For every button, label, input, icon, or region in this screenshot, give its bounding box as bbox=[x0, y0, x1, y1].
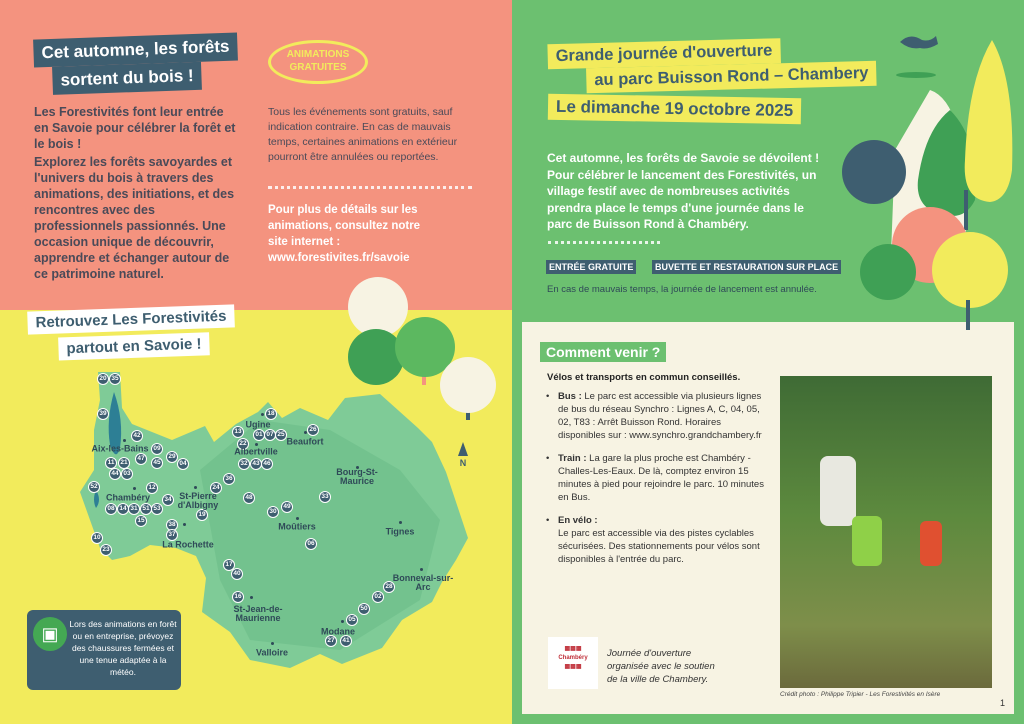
map-marker: 14 bbox=[117, 503, 129, 515]
bike-label: En vélo : bbox=[558, 515, 598, 526]
tip-box bbox=[27, 610, 181, 690]
map-marker: 26 bbox=[307, 424, 319, 436]
food-badge: BUVETTE ET RESTAURATION SUR PLACE bbox=[652, 260, 841, 274]
town-dot bbox=[296, 517, 299, 520]
free-entry-badge: ENTRÉE GRATUITE bbox=[546, 260, 636, 274]
map-marker: 37 bbox=[166, 529, 178, 541]
map-marker: 53 bbox=[151, 503, 163, 515]
map-marker: 39 bbox=[97, 408, 109, 420]
details-text: Pour plus de détails sur les animations, consultez notre site internet : bbox=[268, 204, 421, 248]
town-dot bbox=[255, 443, 258, 446]
map-marker: 21 bbox=[118, 457, 130, 469]
town-dot bbox=[183, 523, 186, 526]
map-marker: 47 bbox=[135, 453, 147, 465]
map-marker: 35 bbox=[109, 373, 121, 385]
town-dot bbox=[304, 431, 307, 434]
partner-text: Journée d'ouverture organisée avec le soutien de la ville de Chambery. bbox=[607, 648, 715, 685]
list-item-bus bbox=[544, 390, 764, 442]
access-list bbox=[544, 390, 764, 576]
town-label: Bonneval-sur-Arc bbox=[392, 573, 454, 592]
map-title bbox=[27, 304, 236, 361]
map-marker: 34 bbox=[162, 494, 174, 506]
north-label: N bbox=[459, 458, 467, 468]
north-arrow-icon bbox=[458, 442, 468, 456]
town-dot bbox=[261, 413, 264, 416]
opening-title-line2: au parc Buisson Rond – Chambery bbox=[586, 61, 877, 94]
map-marker: 49 bbox=[281, 501, 293, 513]
opening-title-line1: Grande journée d'ouverture bbox=[547, 38, 780, 69]
map-marker: 05 bbox=[346, 614, 358, 626]
map-marker: 12 bbox=[146, 482, 158, 494]
town-label: Beaufort bbox=[286, 436, 324, 447]
town-label: Ugine bbox=[245, 419, 271, 430]
opening-date bbox=[548, 94, 802, 124]
town-label: Bourg-St-Maurice bbox=[336, 467, 378, 486]
map-marker: 50 bbox=[358, 603, 370, 615]
town-dot bbox=[271, 642, 274, 645]
list-item-train bbox=[544, 452, 764, 504]
map-marker: 06 bbox=[305, 538, 317, 550]
town-label: Albertville bbox=[234, 446, 278, 457]
bike-text: Le parc est accessible via des pistes cyclables sécurisées. Des stationnements pour vélos sont disponibles à l'entrée du parc. bbox=[558, 528, 760, 565]
map-marker: 02 bbox=[372, 591, 384, 603]
map-marker: 48 bbox=[243, 492, 255, 504]
map-title-line2: partout en Savoie ! bbox=[58, 332, 210, 360]
map-marker: 01 bbox=[253, 429, 265, 441]
map-marker: 27 bbox=[325, 635, 337, 647]
free-text: Tous les événements sont gratuits, sauf indication contraire. En cas de mauvais temps, certaines animations en extérieur pourront être annulées ou reportées. bbox=[268, 106, 458, 163]
town-dot bbox=[250, 596, 253, 599]
town-label: La Rochette bbox=[162, 539, 214, 550]
divider bbox=[548, 241, 660, 244]
map-marker: 43 bbox=[250, 458, 262, 470]
map-marker: 24 bbox=[210, 482, 222, 494]
map-marker: 52 bbox=[88, 481, 100, 493]
map-marker: 04 bbox=[177, 458, 189, 470]
map-marker: 23 bbox=[100, 544, 112, 556]
map-marker: 41 bbox=[340, 635, 352, 647]
backpack-icon: ▣ bbox=[33, 617, 67, 651]
map-marker: 31 bbox=[128, 503, 140, 515]
list-item-bike bbox=[544, 514, 764, 566]
map-marker: 29 bbox=[166, 451, 178, 463]
map-marker: 22 bbox=[237, 438, 249, 450]
map-marker: 25 bbox=[275, 429, 287, 441]
town-label: Tignes bbox=[385, 526, 415, 537]
map-marker: 10 bbox=[91, 532, 103, 544]
access-title: Comment venir ? bbox=[540, 342, 666, 362]
town-dot bbox=[194, 486, 197, 489]
train-label: Train : bbox=[558, 453, 587, 464]
town-label: Chambéry bbox=[105, 492, 151, 503]
town-dot bbox=[420, 568, 423, 571]
intro-para1: Les Forestivités font leur entrée en Savoie pour célébrer la forêt et le bois ! bbox=[34, 105, 236, 151]
town-label: St-Jean-de-Maurienne bbox=[233, 604, 283, 623]
trees-illustration-right bbox=[830, 30, 1024, 330]
map-title-line1: Retrouvez Les Forestivités bbox=[27, 304, 235, 334]
map-marker: 08 bbox=[105, 503, 117, 515]
town-label: Valloire bbox=[255, 647, 289, 658]
map-marker: 17 bbox=[223, 559, 235, 571]
website-link[interactable]: www.forestivites.fr/savoie bbox=[268, 252, 410, 264]
train-text: La gare la plus proche est Chambéry - Challes-Les-Eaux. De là, comptez environ 15 minutes à pied pour rejoindre le parc. 10 minutes en Bus. bbox=[558, 453, 764, 503]
town-label: Aix-les-Bains bbox=[91, 443, 149, 454]
map-marker: 13 bbox=[232, 426, 244, 438]
free-badge-line2: GRATUITES bbox=[289, 62, 347, 73]
map-marker: 28 bbox=[383, 581, 395, 593]
map-marker: 44 bbox=[109, 468, 121, 480]
map-marker: 19 bbox=[196, 509, 208, 521]
map-marker: 20 bbox=[97, 373, 109, 385]
town-label: St-Pierre d'Albigny bbox=[177, 491, 219, 510]
bus-label: Bus : bbox=[558, 391, 582, 402]
map-marker: 16 bbox=[232, 591, 244, 603]
map-marker: 15 bbox=[135, 515, 147, 527]
town-label: Moûtiers bbox=[278, 521, 316, 532]
town-dot bbox=[399, 521, 402, 524]
tip-text: Lors des animations en forêt ou en entreprise, prévoyez des chaussures fermées et une tenue adaptée à la météo. bbox=[69, 619, 177, 677]
town-dot bbox=[133, 487, 136, 490]
map-marker: 09 bbox=[151, 443, 163, 455]
town-dot bbox=[341, 620, 344, 623]
map-marker: 45 bbox=[151, 457, 163, 469]
map-marker: 51 bbox=[140, 503, 152, 515]
free-badge-line1: ANIMATIONS bbox=[286, 49, 350, 60]
page-number: 1 bbox=[1000, 698, 1006, 708]
hare-icon bbox=[900, 36, 938, 49]
intro-title-line1: Cet automne, les forêts bbox=[33, 32, 238, 67]
bus-text: Le parc est accessible via plusieurs lignes de bus du réseau Synchro : Lignes A, C, 04, 05, 02, T83 : Arrêt Buisson Rond. Horaires disponibles sur : www.synchro.grandchambery.fr bbox=[558, 391, 762, 441]
map-marker: 18 bbox=[265, 408, 277, 420]
map-marker: 32 bbox=[238, 458, 250, 470]
map-marker: 40 bbox=[231, 568, 243, 580]
map-marker: 42 bbox=[131, 430, 143, 442]
map-marker: 07 bbox=[264, 429, 276, 441]
map-marker: 11 bbox=[105, 457, 117, 469]
opening-date-text: Le dimanche 19 octobre 2025 bbox=[548, 94, 802, 124]
map-marker: 03 bbox=[121, 468, 133, 480]
opening-text: Cet automne, les forêts de Savoie se dévoilent ! Pour célébrer le lancement des Forestivités, un village festif avec de nombreuses activités prendra place le temps d'une journée dans le parc de Buisson Rond à Chambéry. bbox=[547, 151, 820, 231]
intro-title-line2: sortent du bois ! bbox=[52, 62, 202, 95]
chambery-partner-logo: ▦▦▦ Chambéry ▦▦▦ bbox=[548, 637, 598, 689]
photo-credit: Crédit photo : Philippe Tripier - Les Forestivités en Isère bbox=[780, 691, 941, 698]
map-marker: 46 bbox=[261, 458, 273, 470]
photo-climbing bbox=[780, 376, 992, 688]
map-marker: 30 bbox=[267, 506, 279, 518]
map-marker: 33 bbox=[319, 491, 331, 503]
town-label: Modane bbox=[320, 626, 356, 637]
map-marker: 36 bbox=[223, 473, 235, 485]
map-marker: 38 bbox=[166, 519, 178, 531]
intro-para2: Explorez les forêts savoyardes et l'univers du bois à travers des animations, des initiations, et des rencontres avec des professionnels passionnés. Une occasion unique de découvrir, apprendre et échanger autour de ce patrimoine naturel. bbox=[34, 155, 235, 281]
opening-weather-note: En cas de mauvais temps, la journée de lancement est annulée. bbox=[547, 284, 817, 295]
opening-title bbox=[547, 36, 876, 95]
town-dot bbox=[123, 439, 126, 442]
access-subtitle: Vélos et transports en commun conseillés. bbox=[547, 372, 741, 383]
north-arrow bbox=[456, 442, 470, 468]
